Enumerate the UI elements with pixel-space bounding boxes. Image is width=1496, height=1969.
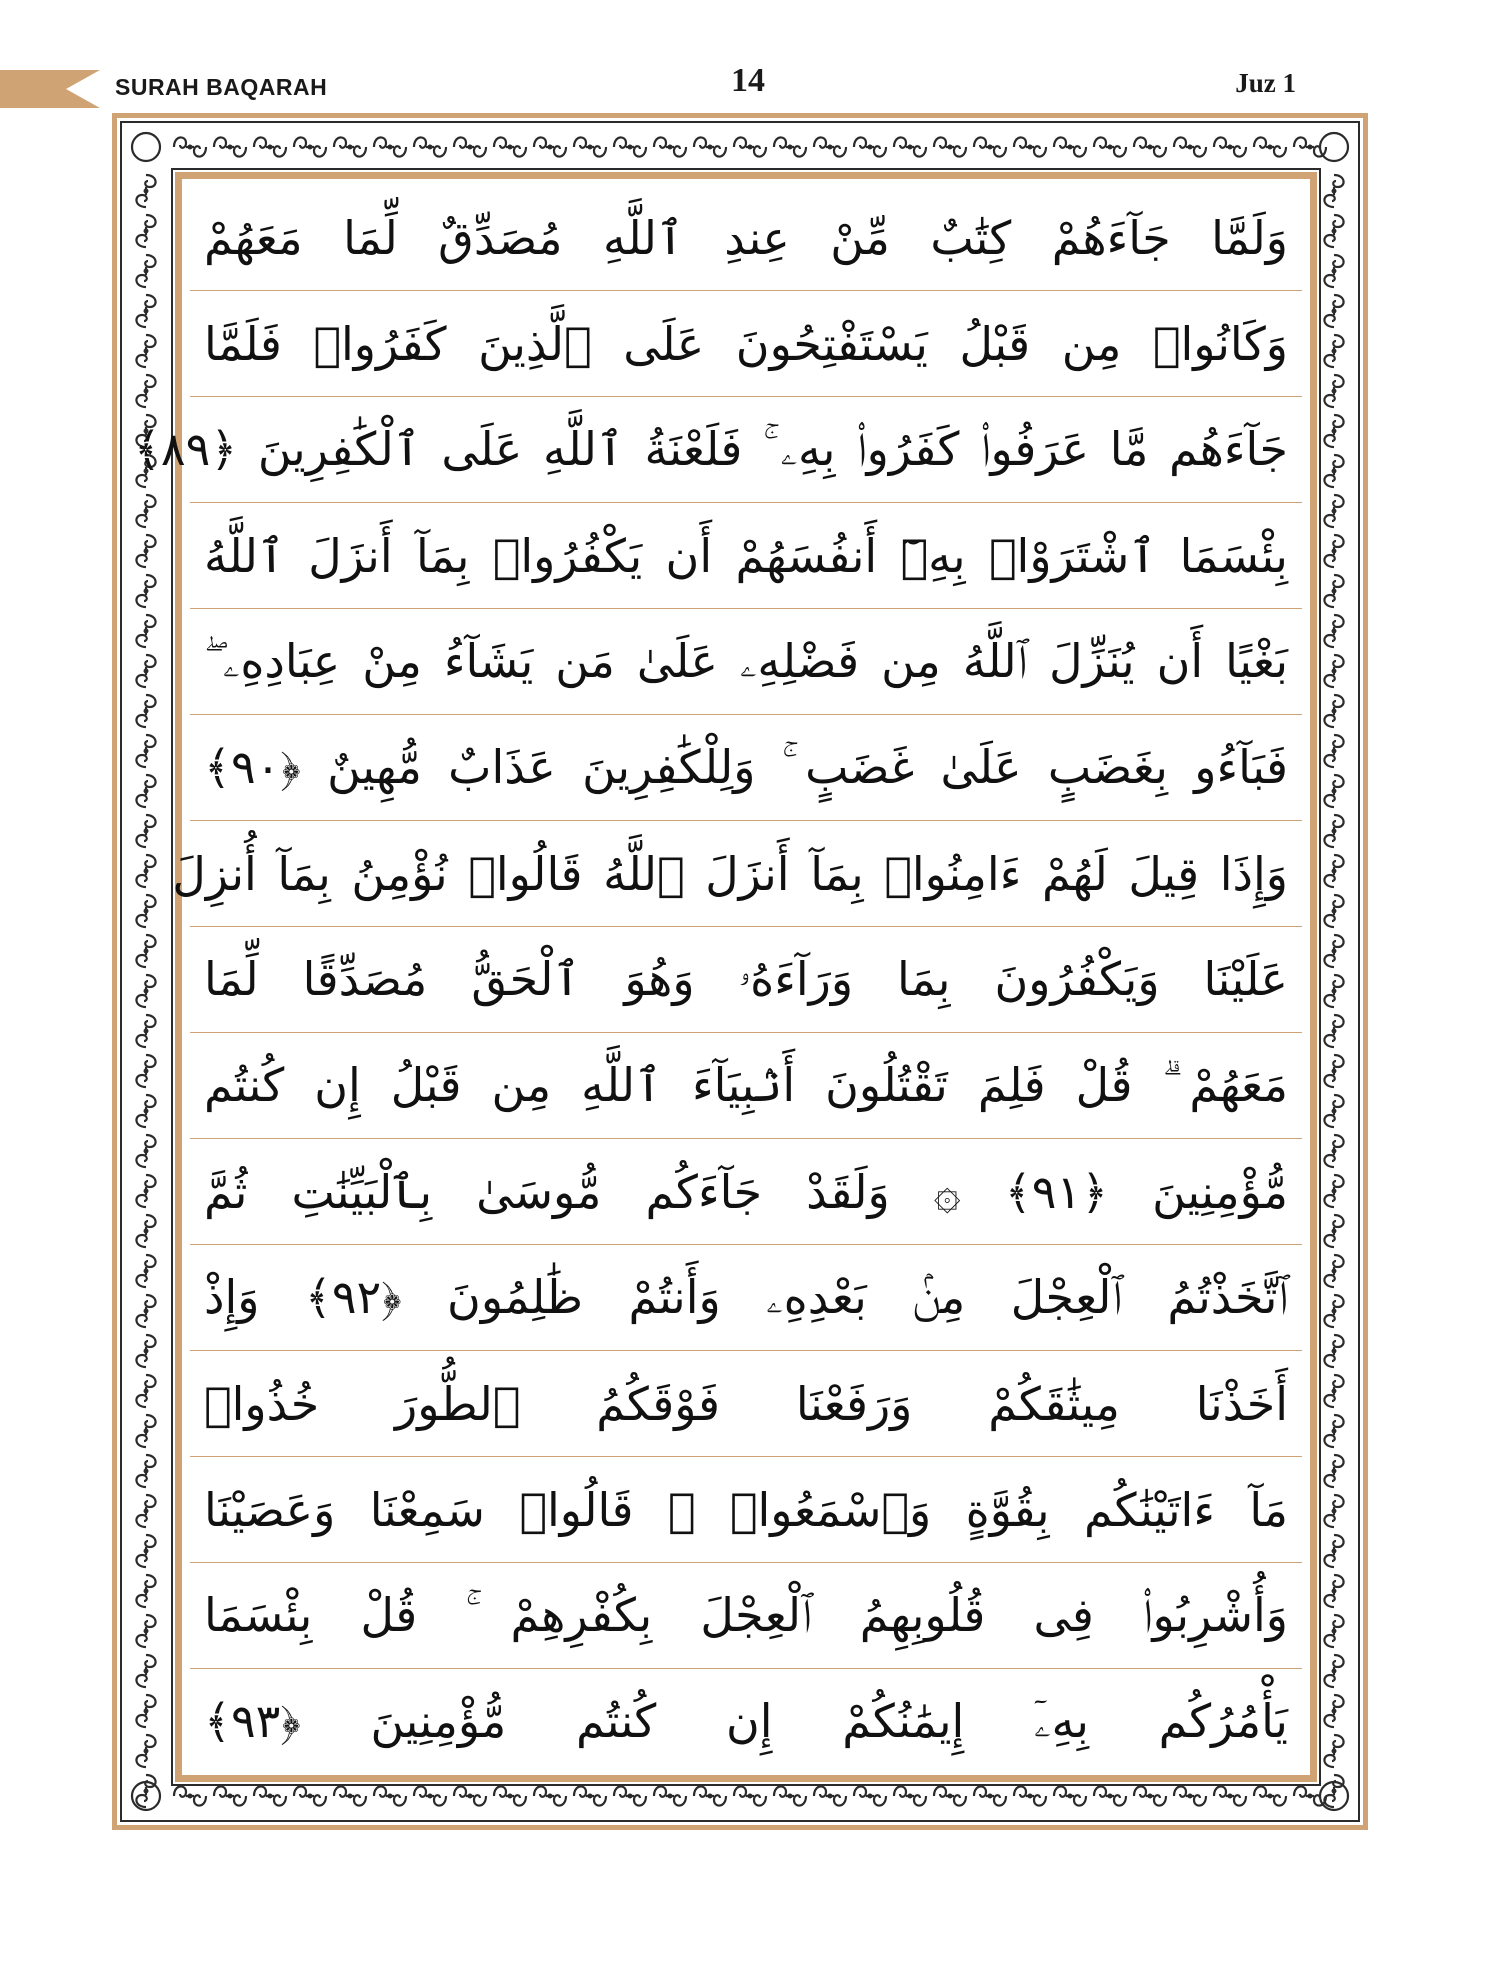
- scroll-ornament-icon: [1324, 495, 1343, 527]
- scroll-ornament-icon: [1324, 1175, 1343, 1207]
- scroll-ornament-icon: [1214, 137, 1246, 156]
- scroll-ornament-icon: [1324, 335, 1343, 367]
- scroll-ornament-icon: [136, 255, 155, 287]
- scroll-ornament-icon: [814, 1786, 846, 1805]
- scroll-ornament-icon: [136, 375, 155, 407]
- scroll-ornament-icon: [534, 137, 566, 156]
- scroll-ornament-icon: [694, 137, 726, 156]
- scroll-ornament-icon: [136, 295, 155, 327]
- scroll-ornament-icon: [374, 1786, 406, 1805]
- scroll-ornament-icon: [734, 1786, 766, 1805]
- scroll-ornament-icon: [136, 1655, 155, 1687]
- line-text: مُّؤْمِنِينَ ﴿٩١﴾ ۞ وَلَقَدْ جَآءَكُم مُّوسَىٰ بِٱلْبَيِّنَٰتِ ثُمَّ: [204, 1164, 1288, 1219]
- scroll-ornament-icon: [1324, 1215, 1343, 1247]
- scroll-ornament-icon: [1324, 1135, 1343, 1167]
- scroll-ornament-icon: [1324, 1415, 1343, 1447]
- scroll-ornament-icon: [1054, 137, 1086, 156]
- line-text: يَأْمُرُكُم بِهِۦٓ إِيمَٰنُكُمْ إِن كُنتُم مُّؤْمِنِينَ ﴿٩٣﴾: [204, 1694, 1288, 1748]
- scroll-ornament-icon: [136, 1215, 155, 1247]
- quran-text-area: [133, 185, 1302, 1771]
- scroll-ornament-icon: [136, 1375, 155, 1407]
- scroll-ornament-icon: [1324, 1695, 1343, 1727]
- juz-label: Juz 1: [1235, 68, 1296, 98]
- scroll-ornament-icon: [1324, 815, 1343, 847]
- text-line: [190, 1033, 1302, 1139]
- line-text: وَأُشْرِبُوا۟ فِى قُلُوبِهِمُ ٱلْعِجْلَ بِكُفْرِهِمْ ۚ قُلْ بِئْسَمَا: [204, 1587, 1288, 1642]
- text-line: [190, 1457, 1302, 1563]
- scroll-ornament-icon: [136, 1535, 155, 1567]
- scroll-ornament-icon: [254, 1786, 286, 1805]
- scroll-ornament-icon: [414, 1786, 446, 1805]
- scroll-ornament-icon: [136, 1335, 155, 1367]
- scroll-ornament-icon: [1324, 855, 1343, 887]
- scroll-ornament-icon: [136, 1015, 155, 1047]
- scroll-ornament-icon: [1324, 1295, 1343, 1327]
- scroll-ornament-icon: [814, 137, 846, 156]
- scroll-ornament-icon: [1094, 1786, 1126, 1805]
- scroll-ornament-icon: [1324, 1775, 1343, 1807]
- scroll-ornament-icon: [136, 1735, 155, 1767]
- scroll-ornament-icon: [214, 137, 246, 156]
- scroll-ornament-icon: [1324, 775, 1343, 807]
- line-text: وَلَمَّا جَآءَهُمْ كِتَٰبٌ مِّنْ عِندِ ٱللَّهِ مُصَدِّقٌ لِّمَا مَعَهُمْ: [204, 210, 1288, 265]
- scroll-ornament-icon: [1324, 615, 1343, 647]
- scroll-ornament-icon: [1254, 137, 1286, 156]
- line-text: عَلَيْنَا وَيَكْفُرُونَ بِمَا وَرَآءَهُۥ وَهُوَ ٱلْحَقُّ مُصَدِّقًا لِّمَا: [204, 951, 1288, 1006]
- scroll-ornament-icon: [1324, 1575, 1343, 1607]
- scroll-ornament-icon: [136, 1495, 155, 1527]
- scroll-ornament-icon: [136, 775, 155, 807]
- scroll-ornament-icon: [136, 895, 155, 927]
- scroll-ornament-icon: [136, 655, 155, 687]
- scroll-ornament-icon: [774, 1786, 806, 1805]
- scroll-ornament-icon: [1324, 1495, 1343, 1527]
- scroll-ornament-icon: [494, 137, 526, 156]
- scroll-ornament-icon: [1324, 935, 1343, 967]
- scroll-ornament-icon: [1324, 375, 1343, 407]
- scroll-ornament-icon: [136, 1455, 155, 1487]
- scroll-ornament-icon: [294, 137, 326, 156]
- scroll-ornament-icon: [136, 735, 155, 767]
- line-text: مَعَهُمْ ۗ قُلْ فَلِمَ تَقْتُلُونَ أَنۢبِيَآءَ ٱللَّهِ مِن قَبْلُ إِن كُنتُم: [204, 1057, 1288, 1112]
- scroll-ornament-icon: [136, 1135, 155, 1167]
- scroll-ornament-icon: [1324, 1095, 1343, 1127]
- scroll-ornament-icon: [136, 1775, 155, 1807]
- scroll-ornament-icon: [1134, 1786, 1166, 1805]
- scroll-ornament-icon: [1324, 695, 1343, 727]
- scroll-ornament-icon: [136, 535, 155, 567]
- scroll-ornament-icon: [1324, 575, 1343, 607]
- scroll-ornament-icon: [1324, 1255, 1343, 1287]
- text-line: [190, 609, 1302, 715]
- scroll-ornament-icon: [334, 137, 366, 156]
- scroll-ornament-icon: [654, 137, 686, 156]
- scroll-ornament-icon: [214, 1786, 246, 1805]
- scroll-ornament-icon: [1324, 1735, 1343, 1767]
- text-line: [172, 821, 1302, 927]
- scroll-ornament-icon: [1324, 895, 1343, 927]
- scroll-ornament-icon: [174, 137, 206, 156]
- scroll-ornament-icon: [1324, 1655, 1343, 1687]
- scroll-ornament-icon: [294, 1786, 326, 1805]
- scroll-ornament-icon: [136, 1695, 155, 1727]
- line-text: فَبَآءُو بِغَضَبٍ عَلَىٰ غَضَبٍ ۚ وَلِلْكَٰفِرِينَ عَذَابٌ مُّهِينٌ ﴿٩٠﴾: [204, 739, 1288, 794]
- line-text: وَكَانُوا۟ مِن قَبْلُ يَسْتَفْتِحُونَ عَلَى ٱلَّذِينَ كَفَرُوا۟ فَلَمَّا: [204, 316, 1288, 371]
- scroll-ornament-icon: [974, 137, 1006, 156]
- scroll-ornament-icon: [574, 1786, 606, 1805]
- text-line: [190, 503, 1302, 609]
- scroll-ornament-icon: [136, 1055, 155, 1087]
- line-text: وَإِذَا قِيلَ لَهُمْ ءَامِنُوا۟ بِمَآ أَنزَلَ ٱللَّهُ قَالُوا۟ نُؤْمِنُ بِمَآ أُنزِلَ: [172, 846, 1288, 901]
- scroll-ornament-icon: [136, 175, 155, 207]
- corner-rosette-icon: [132, 133, 160, 161]
- scroll-ornament-icon: [136, 1255, 155, 1287]
- scroll-ornament-icon: [136, 495, 155, 527]
- scroll-ornament-icon: [1324, 1455, 1343, 1487]
- text-line: [190, 1245, 1302, 1351]
- scroll-ornament-icon: [1254, 1786, 1286, 1805]
- scroll-ornament-icon: [136, 1295, 155, 1327]
- scroll-ornament-icon: [136, 1615, 155, 1647]
- scroll-ornament-icon: [1094, 137, 1126, 156]
- scroll-ornament-icon: [574, 137, 606, 156]
- surah-title: SURAH BAQARAH: [115, 74, 328, 100]
- scroll-ornament-icon: [374, 137, 406, 156]
- scroll-ornament-icon: [1324, 1335, 1343, 1367]
- scroll-ornament-icon: [614, 137, 646, 156]
- line-text: ٱتَّخَذْتُمُ ٱلْعِجْلَ مِنۢ بَعْدِهِۦ وَأَنتُمْ ظَٰلِمُونَ ﴿٩٢﴾ وَإِذْ: [204, 1269, 1288, 1324]
- scroll-ornament-icon: [894, 137, 926, 156]
- scroll-ornament-icon: [174, 1786, 206, 1805]
- scroll-ornament-icon: [494, 1786, 526, 1805]
- scroll-ornament-icon: [1324, 215, 1343, 247]
- scroll-ornament-icon: [136, 1095, 155, 1127]
- scroll-ornament-icon: [1214, 1786, 1246, 1805]
- scroll-ornament-icon: [1324, 535, 1343, 567]
- scroll-ornament-icon: [136, 215, 155, 247]
- scroll-ornament-icon: [136, 1415, 155, 1447]
- scroll-ornament-icon: [454, 137, 486, 156]
- corner-rosette-icon: [1320, 133, 1348, 161]
- scroll-ornament-icon: [894, 1786, 926, 1805]
- scroll-ornament-icon: [1324, 1535, 1343, 1567]
- line-text: جَآءَهُم مَّا عَرَفُوا۟ كَفَرُوا۟ بِهِۦ ۚ فَلَعْنَةُ ٱللَّهِ عَلَى ٱلْكَٰفِرِينَ ﴿٨٩﴾: [133, 421, 1288, 476]
- scroll-ornament-icon: [1324, 175, 1343, 207]
- text-line: [190, 1669, 1302, 1775]
- text-line: [190, 1139, 1302, 1245]
- scroll-ornament-icon: [136, 855, 155, 887]
- scroll-ornament-icon: [1324, 295, 1343, 327]
- scroll-ornament-icon: [1014, 137, 1046, 156]
- scroll-ornament-icon: [1324, 1055, 1343, 1087]
- scroll-ornament-icon: [136, 335, 155, 367]
- scroll-ornament-icon: [136, 935, 155, 967]
- scroll-ornament-icon: [334, 1786, 366, 1805]
- scroll-ornament-icon: [454, 1786, 486, 1805]
- scroll-ornament-icon: [1134, 137, 1166, 156]
- scroll-ornament-icon: [1324, 1615, 1343, 1647]
- scroll-ornament-icon: [1324, 975, 1343, 1007]
- scroll-ornament-icon: [854, 1786, 886, 1805]
- page-number: 14: [731, 62, 765, 99]
- scroll-ornament-icon: [614, 1786, 646, 1805]
- scroll-ornament-icon: [136, 1175, 155, 1207]
- scroll-ornament-icon: [1324, 255, 1343, 287]
- scroll-ornament-icon: [136, 1575, 155, 1607]
- text-line: [190, 1351, 1302, 1457]
- text-line: [190, 927, 1302, 1033]
- scroll-ornament-icon: [254, 137, 286, 156]
- line-text: مَآ ءَاتَيْنَٰكُم بِقُوَّةٍ وَٱسْمَعُوا۟ ۖ قَالُوا۟ سَمِعْنَا وَعَصَيْنَا: [204, 1482, 1288, 1537]
- line-text: بَغْيًا أَن يُنَزِّلَ ٱللَّهُ مِن فَضْلِهِۦ عَلَىٰ مَن يَشَآءُ مِنْ عِبَادِهِۦ ۖ: [204, 633, 1288, 688]
- scroll-ornament-icon: [854, 137, 886, 156]
- scroll-ornament-icon: [136, 695, 155, 727]
- scroll-ornament-icon: [1324, 455, 1343, 487]
- scroll-ornament-icon: [1014, 1786, 1046, 1805]
- line-text: أَخَذْنَا مِيثَٰقَكُمْ وَرَفَعْنَا فَوْقَكُمُ ٱلطُّورَ خُذُوا۟: [204, 1376, 1288, 1431]
- text-line: [190, 715, 1302, 821]
- scroll-ornament-icon: [1054, 1786, 1086, 1805]
- scroll-ornament-icon: [934, 1786, 966, 1805]
- scroll-ornament-icon: [136, 615, 155, 647]
- scroll-ornament-icon: [534, 1786, 566, 1805]
- scroll-ornament-icon: [1324, 735, 1343, 767]
- scroll-ornament-icon: [1174, 137, 1206, 156]
- text-line: [190, 185, 1302, 291]
- scroll-ornament-icon: [136, 975, 155, 1007]
- scroll-ornament-icon: [734, 137, 766, 156]
- scroll-ornament-icon: [1324, 1015, 1343, 1047]
- scroll-ornament-icon: [136, 575, 155, 607]
- line-text: بِئْسَمَا ٱشْتَرَوْا۟ بِهِۦٓ أَنفُسَهُمْ أَن يَكْفُرُوا۟ بِمَآ أَنزَلَ ٱللَّهُ: [204, 528, 1288, 583]
- scroll-ornament-icon: [136, 815, 155, 847]
- scroll-ornament-icon: [934, 137, 966, 156]
- scroll-ornament-icon: [1324, 655, 1343, 687]
- scroll-ornament-icon: [414, 137, 446, 156]
- text-line: [190, 291, 1302, 397]
- scroll-ornament-icon: [1324, 1375, 1343, 1407]
- text-line: [190, 1563, 1302, 1669]
- scroll-ornament-icon: [1324, 415, 1343, 447]
- scroll-ornament-icon: [654, 1786, 686, 1805]
- scroll-ornament-icon: [694, 1786, 726, 1805]
- scroll-ornament-icon: [774, 137, 806, 156]
- scroll-ornament-icon: [974, 1786, 1006, 1805]
- text-line: [133, 397, 1302, 503]
- scroll-ornament-icon: [1174, 1786, 1206, 1805]
